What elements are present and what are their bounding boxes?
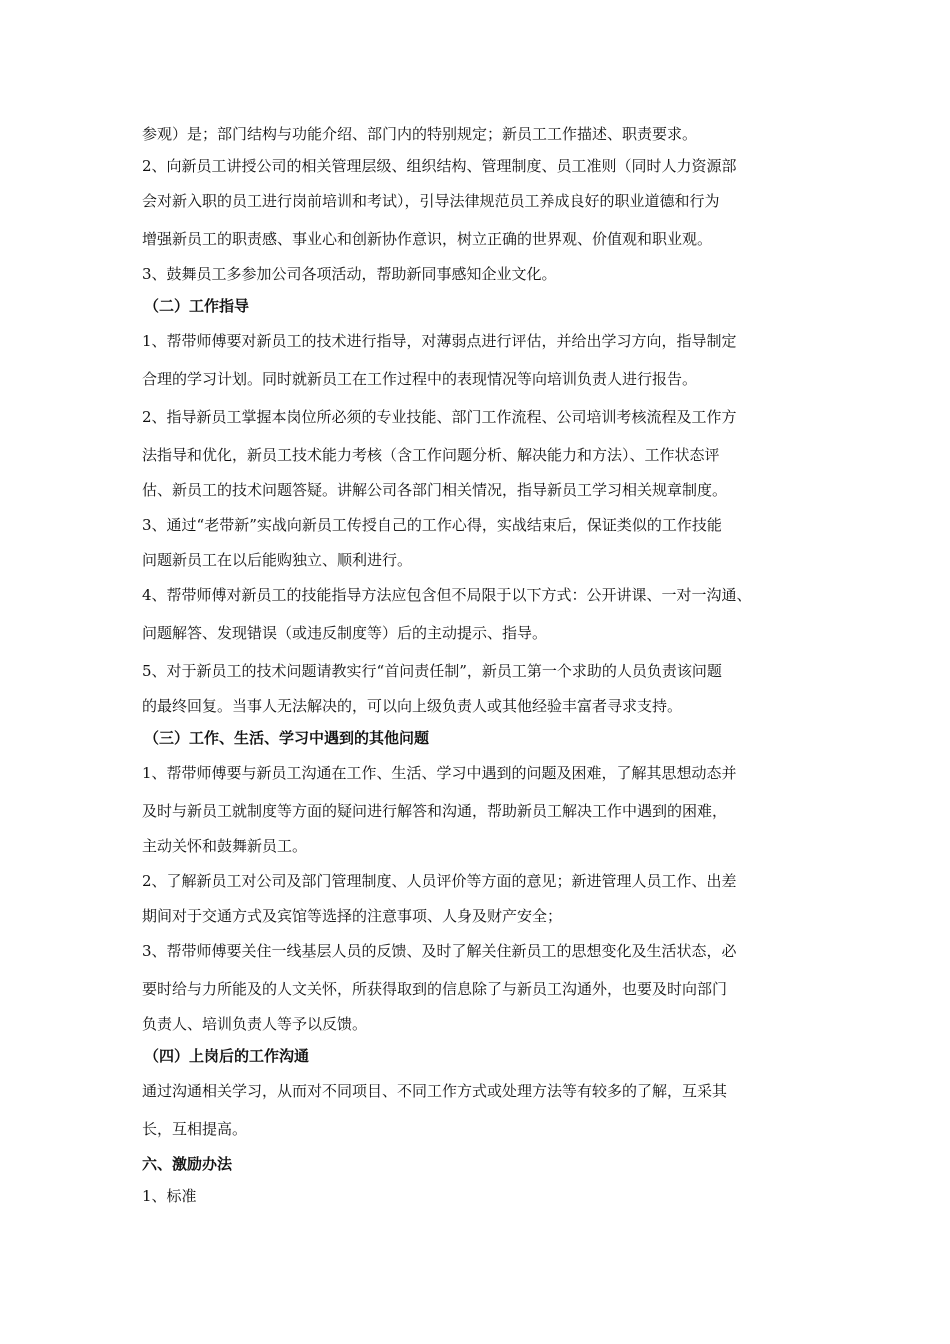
paragraph-line: 主动关怀和鼓舞新员工。: [142, 837, 308, 855]
paragraph-line: 期间对于交通方式及宾馆等选择的注意事项、人身及财产安全；: [142, 907, 563, 925]
paragraph-line: 及时与新员工就制度等方面的疑问进行解答和沟通，帮助新员工解决工作中遇到的困难，: [142, 802, 728, 820]
section-heading: （四）上岗后的工作沟通: [144, 1047, 310, 1065]
document-body: [142, 118, 832, 1212]
paragraph-line: 4、帮带师傅对新员工的技能指导方法应包含但不局限于以下方式：公开讲课、一对一沟通、: [142, 586, 752, 604]
section-heading: （三）工作、生活、学习中遇到的其他问题: [144, 729, 430, 747]
paragraph-line: 3、通过“老带新”实战向新员工传授自己的工作心得，实战结束后，保证类似的工作技能: [142, 516, 722, 534]
paragraph-line: 的最终回复。当事人无法解决的，可以向上级负责人或其他经验丰富者寻求支持。: [142, 697, 683, 715]
paragraph-line: 3、帮带师傅要关住一线基层人员的反馈、及时了解关住新员工的思想变化及生活状态，必: [142, 942, 737, 960]
paragraph-line: 问题解答、发现错误（或违反制度等）后的主动提示、指导。: [142, 624, 548, 642]
section-heading: （二）工作指导: [144, 297, 250, 315]
paragraph-line: 问题新员工在以后能购独立、顺利进行。: [142, 551, 413, 569]
paragraph-line: 要时给与力所能及的人文关怀，所获得取到的信息除了与新员工沟通外，也要及时向部门: [142, 980, 728, 998]
paragraph-line: 会对新入职的员工进行岗前培训和考试），引导法律规范员工养成良好的职业道德和行为: [142, 192, 720, 210]
paragraph-line: 参观）是；部门结构与功能介绍、部门内的特别规定；新员工工作描述、职责要求。: [142, 125, 698, 143]
chapter-heading: 六、激励办法: [142, 1155, 233, 1173]
paragraph-line: 长，互相提高。: [142, 1120, 248, 1138]
paragraph-line: 1、标准: [142, 1187, 197, 1205]
paragraph-line: 1、帮带师傅要对新员工的技术进行指导，对薄弱点进行评估，并给出学习方向，指导制定: [142, 332, 737, 350]
paragraph-line: 负责人、培训负责人等予以反馈。: [142, 1015, 368, 1033]
paragraph-line: 估、新员工的技术问题答疑。讲解公司各部门相关情况，指导新员工学习相关规章制度。: [142, 481, 728, 499]
paragraph-line: 法指导和优化，新员工技术能力考核（含工作问题分析、解决能力和方法）、工作状态评: [142, 446, 720, 464]
paragraph-line: 5、对于新员工的技术问题请教实行“首问责任制”，新员工第一个求助的人员负责该问题: [142, 662, 722, 680]
paragraph-line: 2、指导新员工掌握本岗位所必须的专业技能、部门工作流程、公司培训考核流程及工作方: [142, 408, 737, 426]
paragraph-line: 合理的学习计划。同时就新员工在工作过程中的表现情况等向培训负责人进行报告。: [142, 370, 698, 388]
paragraph-line: 增强新员工的职责感、事业心和创新协作意识，树立正确的世界观、价值观和职业观。: [142, 230, 713, 248]
paragraph-line: 2、了解新员工对公司及部门管理制度、人员评价等方面的意见；新进管理人员工作、出差: [142, 872, 737, 890]
paragraph-line: 通过沟通相关学习，从而对不同项目、不同工作方式或处理方法等有较多的了解，互采其: [142, 1082, 728, 1100]
paragraph-line: 3、鼓舞员工多参加公司各项活动，帮助新同事感知企业文化。: [142, 265, 557, 283]
paragraph-line: 1、帮带师傅要与新员工沟通在工作、生活、学习中遇到的问题及困难，了解其思想动态并: [142, 764, 737, 782]
paragraph-line: 2、向新员工讲授公司的相关管理层级、组织结构、管理制度、员工准则（同时人力资源部: [142, 157, 737, 175]
